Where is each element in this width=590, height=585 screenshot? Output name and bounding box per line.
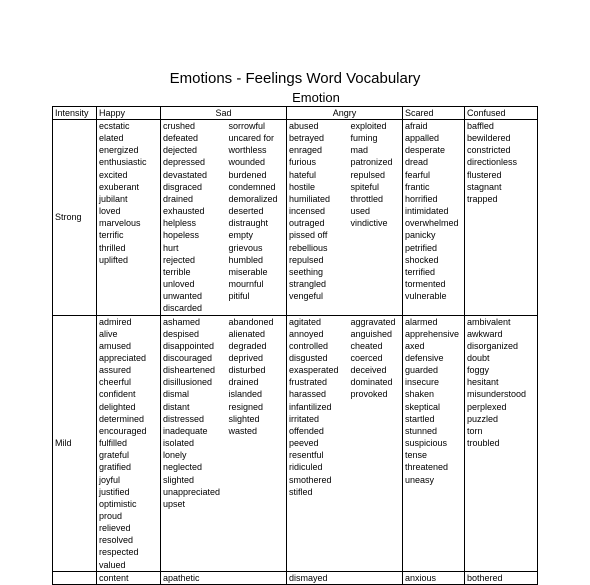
feeling-word: terrible	[163, 266, 191, 277]
feeling-word: degraded	[228, 340, 267, 351]
feeling-word: delighted	[99, 401, 136, 412]
feeling-word: frustrated	[289, 377, 328, 388]
header-confused: Confused	[465, 107, 538, 120]
word-cell-sad2	[227, 315, 287, 571]
feeling-word: encouraged	[99, 425, 147, 436]
feeling-word: dismayed	[289, 572, 328, 583]
feeling-word: loved	[99, 206, 121, 217]
feeling-word: determined	[99, 413, 145, 424]
feeling-word: condemned	[228, 181, 276, 192]
feeling-word: slighted	[228, 413, 260, 424]
feeling-word: overwhelmed	[405, 218, 459, 229]
word-cell-angry1	[287, 120, 349, 316]
feeling-word: offended	[289, 425, 324, 436]
feeling-word: exploited	[350, 121, 387, 131]
feeling-word: exasperated	[289, 365, 339, 376]
feeling-word: humiliated	[289, 193, 331, 204]
feeling-word: suspicious	[405, 438, 448, 449]
feeling-word: exhausted	[163, 206, 205, 217]
feeling-word: neglected	[163, 462, 203, 473]
feeling-word: aggravated	[350, 316, 396, 327]
feeling-word: petrified	[405, 242, 438, 253]
feeling-word: irritated	[289, 413, 320, 424]
feeling-word: troubled	[467, 438, 500, 449]
feeling-word: baffled	[467, 121, 494, 131]
table-subtitle: Emotion	[292, 90, 340, 105]
feeling-word: grievous	[228, 242, 263, 253]
feeling-word: hostile	[289, 181, 316, 192]
feeling-word: coerced	[350, 352, 383, 363]
feeling-word: unloved	[163, 279, 195, 290]
feeling-word: gratified	[99, 462, 132, 473]
feeling-word: intimidated	[405, 206, 449, 217]
feeling-word: assured	[99, 365, 132, 376]
intensity-cell: Mild	[53, 315, 97, 571]
intensity-cell	[53, 571, 97, 584]
feeling-word: strangled	[289, 279, 327, 290]
word-cell-confused	[465, 315, 538, 571]
feeling-word: defensive	[405, 352, 444, 363]
word-cell-angry2	[349, 315, 403, 571]
feeling-word: deprived	[228, 352, 264, 363]
word-cell-scared	[403, 571, 465, 584]
feeling-word: worthless	[228, 145, 267, 156]
feeling-word: furious	[289, 157, 317, 168]
intensity-cell: Strong	[53, 120, 97, 316]
feeling-word: disappointed	[163, 340, 215, 351]
feeling-word: deceived	[350, 365, 387, 376]
feeling-word: helpless	[163, 218, 197, 229]
feeling-word: discarded	[163, 303, 203, 314]
feeling-word: provoked	[350, 389, 388, 400]
feeling-word: pitiful	[228, 291, 250, 302]
feeling-word: respected	[99, 547, 139, 558]
feeling-word: ashamed	[163, 316, 201, 327]
feeling-word: jubilant	[99, 193, 128, 204]
feeling-word: shocked	[405, 254, 439, 265]
feeling-word: flustered	[467, 169, 502, 180]
feeling-word: uplifted	[99, 254, 129, 265]
feeling-word: afraid	[405, 121, 428, 131]
feeling-word: inadequate	[163, 425, 208, 436]
word-cell-angry1	[287, 571, 349, 584]
word-cell-scared	[403, 120, 465, 316]
feeling-word: rejected	[163, 254, 196, 265]
feeling-word: vindictive	[350, 218, 388, 229]
feeling-word: betrayed	[289, 133, 325, 144]
feeling-word: content	[99, 572, 129, 583]
feeling-word: admired	[99, 316, 132, 327]
feeling-word: ridiculed	[289, 462, 323, 473]
feeling-word: puzzled	[467, 413, 499, 424]
feeling-word: optimistic	[99, 498, 137, 509]
feeling-word: misunderstood	[467, 389, 527, 400]
feeling-word: peeved	[289, 438, 319, 449]
feeling-word: despised	[163, 328, 200, 339]
feeling-word: energized	[99, 145, 139, 156]
feeling-word: bothered	[467, 572, 503, 583]
word-cell-confused	[465, 120, 538, 316]
feeling-word: tense	[405, 450, 428, 461]
feeling-word: vulnerable	[405, 291, 447, 302]
word-cell-sad2	[227, 120, 287, 316]
feeling-word: hesitant	[467, 377, 499, 388]
feeling-word: torn	[467, 425, 483, 436]
feeling-word: apprehensive	[405, 328, 460, 339]
feeling-word: desperate	[405, 145, 446, 156]
word-cell-sad1	[161, 571, 227, 584]
feeling-word: fearful	[405, 169, 431, 180]
word-cell-sad1	[161, 315, 227, 571]
feeling-word: resentful	[289, 450, 324, 461]
feeling-word: disillusioned	[163, 377, 213, 388]
feeling-word: proud	[99, 511, 123, 521]
feeling-word: axed	[405, 340, 425, 351]
feeling-word: harassed	[289, 389, 327, 400]
feeling-word: exuberant	[99, 181, 140, 192]
feeling-word: deserted	[228, 206, 264, 217]
feeling-word: cheated	[350, 340, 383, 351]
feeling-word: drained	[163, 193, 194, 204]
feeling-word: disgraced	[163, 181, 203, 192]
feeling-word: fulfilled	[99, 438, 128, 449]
feeling-word: distressed	[163, 413, 205, 424]
feeling-word: pissed off	[289, 230, 328, 241]
feeling-word: smothered	[289, 474, 332, 485]
feeling-word: mad	[350, 145, 369, 156]
feeling-word: doubt	[467, 352, 490, 363]
word-cell-sad2	[227, 571, 287, 584]
feeling-word: isolated	[163, 438, 195, 449]
page-title: Emotions - Feelings Word Vocabulary	[169, 70, 421, 87]
feeling-word: enthusiastic	[99, 157, 147, 168]
feeling-word: defeated	[163, 133, 199, 144]
feeling-word: drained	[228, 377, 259, 388]
feeling-word: disorganized	[467, 340, 519, 351]
feeling-word: uncared for	[228, 133, 275, 144]
feeling-word: stifled	[289, 486, 313, 497]
feeling-word: apathetic	[163, 572, 200, 583]
feeling-word: wasted	[228, 425, 258, 436]
feeling-word: joyful	[99, 474, 121, 485]
word-cell-scared	[403, 315, 465, 571]
table-row	[53, 315, 538, 571]
feeling-word: spiteful	[350, 181, 380, 192]
header-sad: Sad	[161, 107, 287, 120]
feeling-word: appreciated	[99, 352, 147, 363]
feeling-word: controlled	[289, 340, 329, 351]
feeling-word: uneasy	[405, 474, 435, 485]
feeling-word: stagnant	[467, 181, 502, 192]
feeling-word: unwanted	[163, 291, 203, 302]
feeling-word: slighted	[163, 474, 195, 485]
feeling-word: disturbed	[228, 365, 266, 376]
feeling-word: humbled	[228, 254, 264, 265]
feeling-word: terrified	[405, 266, 436, 277]
feeling-word: alive	[99, 328, 118, 339]
feeling-word: alarmed	[405, 316, 438, 327]
feeling-word: disgusted	[289, 352, 328, 363]
feeling-word: lonely	[163, 450, 187, 461]
feeling-word: mournful	[228, 279, 264, 290]
feeling-word: foggy	[467, 365, 490, 376]
feeling-word: shaken	[405, 389, 435, 400]
feeling-word: appalled	[405, 133, 440, 144]
feeling-word: ambivalent	[467, 316, 511, 327]
word-cell-confused	[465, 571, 538, 584]
feeling-word: depressed	[163, 157, 206, 168]
feeling-word: directionless	[467, 157, 518, 168]
feeling-word: amused	[99, 340, 132, 351]
feeling-word: fuming	[350, 133, 378, 144]
feeling-word: anxious	[405, 572, 437, 583]
feeling-word: unappreciated	[163, 486, 221, 497]
table-row	[53, 571, 538, 584]
feeling-word: sorrowful	[228, 121, 266, 131]
feeling-word: rebellious	[289, 242, 328, 253]
feeling-word: miserable	[228, 266, 268, 277]
feeling-word: grateful	[99, 450, 130, 461]
feeling-word: abandoned	[228, 316, 274, 327]
header-scared: Scared	[403, 107, 465, 120]
feeling-word: abused	[289, 121, 319, 131]
feeling-word: repulsed	[350, 169, 386, 180]
feeling-word: used	[350, 206, 371, 217]
feeling-word: enraged	[289, 145, 323, 156]
feeling-word: terrific	[99, 230, 124, 241]
word-cell-angry2	[349, 120, 403, 316]
feeling-word: resigned	[228, 401, 264, 412]
word-cell-happy	[97, 315, 161, 571]
feeling-word: confident	[99, 389, 136, 400]
feeling-word: throttled	[350, 193, 384, 204]
feeling-word: wounded	[228, 157, 266, 168]
feeling-word: outraged	[289, 218, 325, 229]
feeling-word: perplexed	[467, 401, 507, 412]
feeling-word: hurt	[163, 242, 179, 253]
feeling-word: distraught	[228, 218, 269, 229]
header-row	[53, 107, 538, 120]
feeling-word: anguished	[350, 328, 393, 339]
feeling-word: dismal	[163, 389, 190, 400]
feeling-word: vengeful	[289, 291, 324, 302]
feeling-word: devastated	[163, 169, 208, 180]
feeling-word: infantilized	[289, 401, 332, 412]
feeling-word: startled	[405, 413, 435, 424]
feeling-word: guarded	[405, 365, 439, 376]
feeling-word: upset	[163, 498, 186, 509]
word-cell-sad1	[161, 120, 227, 316]
table-row	[53, 120, 538, 316]
feeling-word: justified	[99, 486, 130, 497]
feeling-word: seething	[289, 266, 324, 277]
feeling-word: trapped	[467, 193, 498, 204]
feeling-word: marvelous	[99, 218, 141, 229]
word-cell-angry1	[287, 315, 349, 571]
feeling-word: tormented	[405, 279, 446, 290]
feeling-word: crushed	[163, 121, 196, 131]
feeling-word: horrified	[405, 193, 438, 204]
word-cell-angry2	[349, 571, 403, 584]
feeling-word: incensed	[289, 206, 326, 217]
feeling-word: dominated	[350, 377, 393, 388]
feeling-word: ecstatic	[99, 121, 130, 131]
feeling-word: dread	[405, 157, 429, 168]
feeling-word: elated	[99, 133, 124, 144]
feeling-word: repulsed	[289, 254, 324, 265]
feeling-word: awkward	[467, 328, 503, 339]
feeling-word: valued	[99, 559, 126, 570]
feeling-word: resolved	[99, 535, 134, 546]
feeling-word: bewildered	[467, 133, 511, 144]
feeling-word: relieved	[99, 523, 131, 534]
feeling-word: cheerful	[99, 377, 132, 388]
feeling-word: threatened	[405, 462, 449, 473]
feeling-word: patronized	[350, 157, 393, 168]
header-intensity: Intensity	[53, 107, 97, 120]
feeling-word: frantic	[405, 181, 430, 192]
header-angry: Angry	[287, 107, 403, 120]
feeling-word: insecure	[405, 377, 440, 388]
feeling-word: distant	[163, 401, 190, 412]
feeling-word: agitated	[289, 316, 322, 327]
feeling-word: panicky	[405, 230, 436, 241]
feeling-word: excited	[99, 169, 128, 180]
feeling-word: islanded	[228, 389, 263, 400]
feeling-word: annoyed	[289, 328, 324, 339]
feeling-word: dejected	[163, 145, 198, 156]
feeling-word: demoralized	[228, 193, 278, 204]
feeling-word: hateful	[289, 169, 317, 180]
feeling-word: disheartened	[163, 365, 216, 376]
word-cell-happy	[97, 571, 161, 584]
feeling-word: burdened	[228, 169, 267, 180]
header-happy: Happy	[97, 107, 161, 120]
feeling-word: thrilled	[99, 242, 126, 253]
feeling-word: constricted	[467, 145, 511, 156]
feeling-word: stunned	[405, 425, 438, 436]
feeling-word: discouraged	[163, 352, 213, 363]
feeling-word: alienated	[228, 328, 266, 339]
feeling-word: skeptical	[405, 401, 441, 412]
emotion-vocabulary-table	[52, 106, 538, 585]
feeling-word: hopeless	[163, 230, 200, 241]
word-cell-happy	[97, 120, 161, 316]
feeling-word: empty	[228, 230, 254, 241]
